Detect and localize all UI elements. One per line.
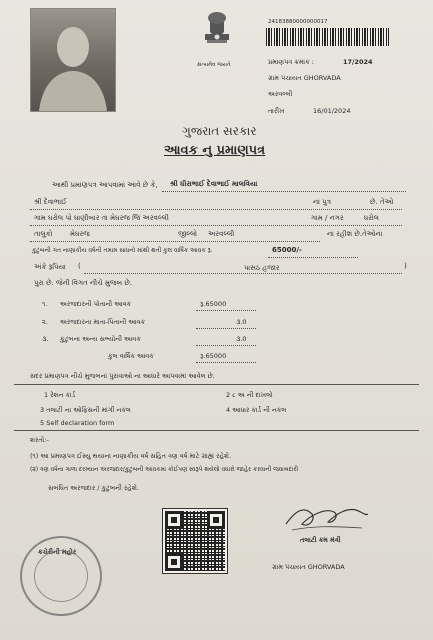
- income-row-value: ૩.0: [236, 318, 247, 326]
- income-row-value: ૩.0: [236, 335, 247, 343]
- document-item: 1 રેશન કાર્ડ: [44, 391, 76, 399]
- date-label: તારીખ: [268, 107, 285, 115]
- close-paren: ): [404, 262, 407, 270]
- total-value: રૂ.65000: [200, 352, 227, 360]
- qr-finder-icon: [207, 511, 225, 529]
- line2-underline: [30, 209, 402, 210]
- applicant-photo: [30, 8, 116, 112]
- village-label: ગામ / નગર: [311, 214, 344, 222]
- taluka-label: તાલુકો: [34, 230, 53, 238]
- income-row-no: ૧.: [42, 300, 48, 308]
- income-row-value: રૂ.65000: [200, 300, 227, 308]
- income-row-no: ૩.: [42, 335, 49, 343]
- line3-underline: [30, 225, 402, 226]
- notes-heading: શરતો:-: [30, 436, 49, 444]
- document-item: 2 ૮ અ ની દાખલો: [226, 391, 273, 399]
- amount-words-label: અંકે રૂપિયા: [34, 263, 66, 271]
- row-underline: [196, 345, 256, 346]
- cert-no-label: પ્રમાણપત્ર ક્રમાંક :: [268, 58, 314, 66]
- income-row-no: ૨.: [42, 318, 48, 326]
- gram-panchayat-header: ગ્રામ પંચાયત GHORVADA: [268, 74, 341, 82]
- words-underline: [84, 273, 402, 274]
- annual-income-amount: 65000/-: [272, 246, 302, 254]
- income-row-label: અરજદારના માતા-પિતાની આવક: [60, 318, 146, 326]
- district-label: જીલ્લો: [178, 230, 197, 238]
- annual-income-text: કુટુંબની ગત નાણાકીય વર્ષની તમામ સાધનો માંથી થતી કુલ વાર્ષિક આવક રૂ.: [32, 247, 213, 254]
- signature-icon: [282, 500, 372, 534]
- qr-finder-icon: [165, 511, 183, 529]
- note-2a: (૨) ત્રણ વર્ષના ગાળા દરમ્યાન અરજદાર/કુટુંબની આવકમાં કોઈપણ સ્વરૂપે થયેલો વધારો જાહેર કરવાની જવાબદારી: [30, 467, 299, 473]
- total-underline: [196, 362, 256, 363]
- barcode-number: 24183880000000017: [268, 19, 328, 25]
- row-underline: [196, 328, 256, 329]
- office-seal-icon: [20, 536, 102, 616]
- documents-divider: [14, 384, 419, 385]
- taluka-value: મેઘરજ: [70, 230, 90, 238]
- cert-no-value: 17/2024: [343, 58, 373, 66]
- applicant-name: શ્રી ધીરાભાઈ દેવાભાઈ માલવિયા: [170, 180, 258, 188]
- name-underline: [162, 191, 406, 192]
- line4-right: ના રહીશ છે.તેઓના: [327, 230, 383, 238]
- line4-underline: [30, 241, 320, 242]
- line2-right: છે. તેઓ: [370, 198, 394, 206]
- qr-finder-icon: [165, 553, 183, 571]
- note-1: (૧) આ પ્રમાણપત્ર ઈસ્યુ થયાના નાણાકીય વર્ષ સહિત ત્રણ વર્ષ માટે ગ્રાહ્ય રહેશે.: [30, 452, 232, 460]
- body-line1-prefix: આથી પ્રમાણપત્ર આપવામાં આવે છે કે,: [52, 181, 158, 189]
- government-title: ગુજરાત સરકાર: [182, 124, 257, 138]
- office-name: ગ્રામ પંચાયત GHORVADA: [272, 563, 345, 571]
- village-value: ધરોલ: [364, 214, 379, 222]
- amount-underline: [268, 257, 358, 258]
- row-underline: [196, 310, 256, 311]
- documents-heading: સદર પ્રમાણપત્ર નીચે મુજબનાં પુરાવાઓ ના આધારે આપવામાં આવેલ છે.: [30, 372, 215, 380]
- income-row-label: કુટુંબના અન્ય સભ્યોની આવક: [60, 335, 141, 343]
- date-value: 16/01/2024: [313, 107, 351, 115]
- total-label: કુલ વાર્ષિક આવક: [108, 352, 154, 360]
- document-item: 4 આધાર કાર્ડ ની નકલ: [226, 406, 287, 414]
- putra-label: ના પુત્ર: [313, 198, 332, 206]
- header-district: અરવલ્લી: [268, 90, 293, 98]
- document-item: 5 Self declaration form: [40, 419, 115, 427]
- signatory-title: તલાટી કમ મંત્રી: [300, 536, 341, 544]
- person-silhouette-icon: [31, 9, 115, 111]
- father-name: શ્રી દેવાભાઈ: [34, 198, 67, 206]
- office-stamp-label: કચેરીની મહોર: [38, 548, 77, 556]
- emblem-caption: સત્યમેવ જયતે: [197, 62, 231, 68]
- note-2b: સબંધિત અરજદાર / કુટુંબની રહેશે.: [48, 484, 139, 492]
- details-intro: પુરા છે. જેની વિગત નીચે મુજબ છે.: [34, 279, 133, 287]
- national-emblem-icon: [196, 10, 238, 66]
- documents-divider: [14, 430, 419, 431]
- document-item: 3 તલાટી ના ઓફિસની માંગી નકલ: [40, 406, 131, 414]
- district-value: અરવલ્લી: [208, 230, 235, 238]
- open-paren: (: [78, 262, 81, 270]
- barcode: [266, 28, 389, 46]
- qr-code: [163, 509, 227, 573]
- amount-words: પાસઠ હજાર: [244, 264, 280, 272]
- income-row-label: અરજદારની પોતાની આવક: [60, 300, 132, 308]
- address: ગામ ઘરોલ પો ઘાણીબાર તા મેઘરજ જિ અરવલ્લી: [34, 214, 169, 222]
- certificate-title: આવક નુ પ્રમાણપત્ર: [164, 143, 266, 158]
